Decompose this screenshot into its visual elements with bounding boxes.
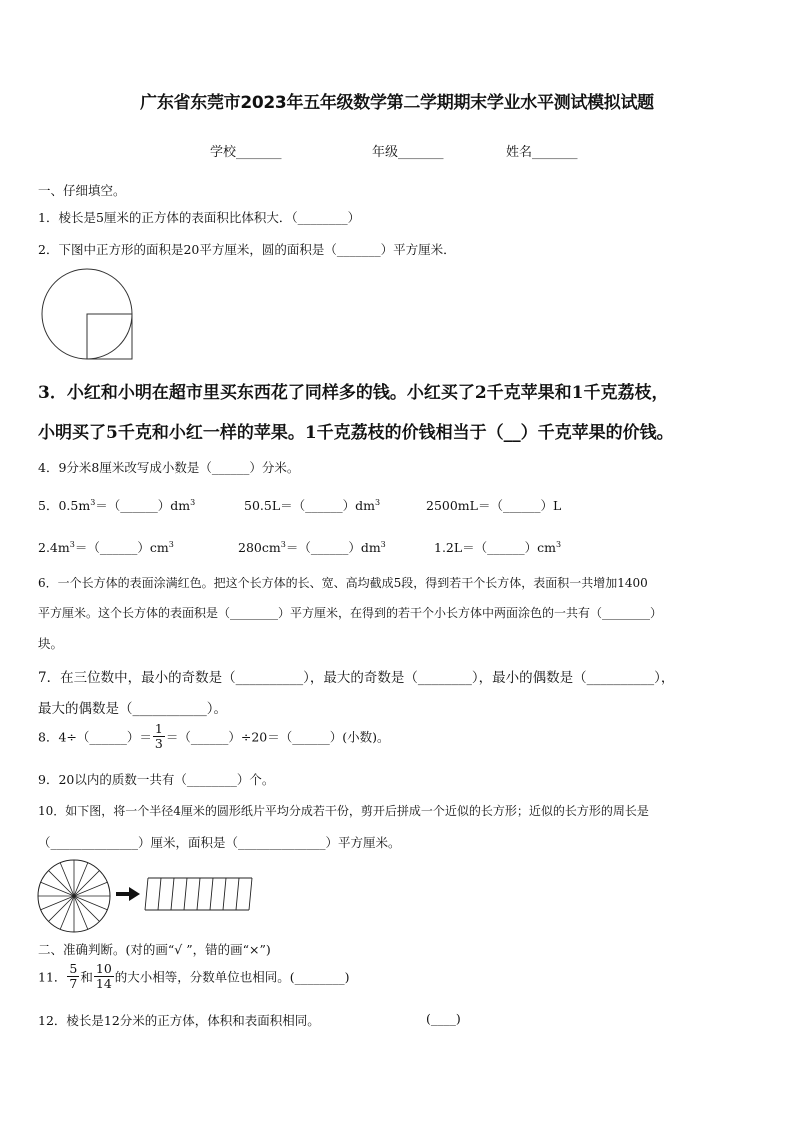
question-12: 12．棱长是12分米的正方体，体积和表面积相同。 [38, 1013, 320, 1028]
sector-line [74, 896, 99, 921]
page-title: 广东省东莞市2023年五年级数学第二学期期末学业水平测试模拟试题 [140, 93, 654, 113]
approx-rectangle-figure [144, 876, 256, 912]
sectored-circle-figure [36, 858, 112, 934]
grade-field: 年级_______ [372, 145, 444, 160]
question-2: 2．下图中正方形的面积是20平方厘米，圆的面积是（_______）平方厘米． [38, 242, 456, 257]
rectangle-outline [145, 878, 252, 910]
sector-line [49, 871, 74, 896]
question-3-line-2: 小明买了5千克和小红一样的苹果。1千克荔枝的价钱相当于（__）千克苹果的价钱。 [38, 423, 674, 443]
question-10-line-1: 10．如下图，将一个半径4厘米的圆形纸片平均分成若干份，剪开后拼成一个近似的长方形；近似的长方形的周长是 [38, 804, 649, 818]
sector-line [74, 871, 99, 896]
question-8: 8．4÷（______）＝ $\frac{1}{3}$ ＝（______）÷20＝（______）(小数)。 [38, 721, 390, 751]
circle-square-figure [40, 268, 136, 364]
question-5-item-4: $2.4m^3=(\_\_\_\_\_\_)cm^3$ [38, 539, 174, 555]
name-field: 姓名_______ [506, 145, 578, 160]
question-5-item-2: $50.5L=(\_\_\_\_\_\_)dm^3$ [244, 497, 381, 513]
question-9: 9．20以内的质数一共有（________）个。 [38, 772, 275, 787]
question-12-blank: (____) [426, 1011, 461, 1026]
question-5-item-1: 5．$0.5m^3=(\_\_\_\_\_\_)dm^3$ [38, 497, 196, 513]
question-5-item-5: $280cm^3=(\_\_\_\_\_\_)dm^3$ [238, 539, 386, 555]
question-3-line-1: 3．小红和小明在超市里买东西花了同样多的钱。小红买了2千克苹果和1千克荔枝， [38, 383, 669, 403]
question-7-line-1: 7．在三位数中，最小的奇数是（__________），最大的奇数是（________），最小的偶数是（__________）， [38, 670, 675, 686]
section-2-heading: 二、准确判断。(对的画“√ ”，错的画“×”) [38, 942, 271, 957]
question-6-line-3: 块。 [38, 636, 64, 651]
section-1-heading: 一、仔细填空。 [38, 183, 126, 198]
question-7-line-2: 最大的偶数是（___________）。 [38, 701, 227, 717]
school-field: 学校_______ [210, 145, 282, 160]
arrow-icon [116, 887, 140, 901]
question-5-item-6: $1.2L=(\_\_\_\_\_\_)cm^3$ [434, 539, 562, 555]
question-4: 4．9分米8厘米改写成小数是（______）分米。 [38, 460, 300, 475]
fraction-ten-fourteenths: $\frac{10}{14}$ [95, 961, 112, 991]
question-6-line-2: 平方厘米。这个长方体的表面积是（________）平方厘米，在得到的若干个小长方体中两面涂色的一共有（________） [38, 606, 663, 620]
question-5-item-3: 2500mL＝（______）L [426, 498, 562, 513]
question-11: 11． $\frac{5}{7}$ 和 $\frac{10}{14}$ 的大小相等，分数单位也相同。(________) [38, 961, 350, 991]
question-1: 1．棱长是5厘米的正方体的表面积比体积大．（________） [38, 210, 361, 225]
sector-line [49, 896, 74, 921]
fraction-one-third: $\frac{1}{3}$ [154, 721, 163, 751]
question-6-line-1: 6．一个长方体的表面涂满红色。把这个长方体的长、宽、高均截成5段，得到若干个长方体，表面积一共增加1400 [38, 576, 648, 590]
fraction-five-sevenths: $\frac{5}{7}$ [69, 961, 78, 991]
question-10-line-2: （______________）厘米，面积是（______________）平方厘米。 [38, 835, 401, 850]
